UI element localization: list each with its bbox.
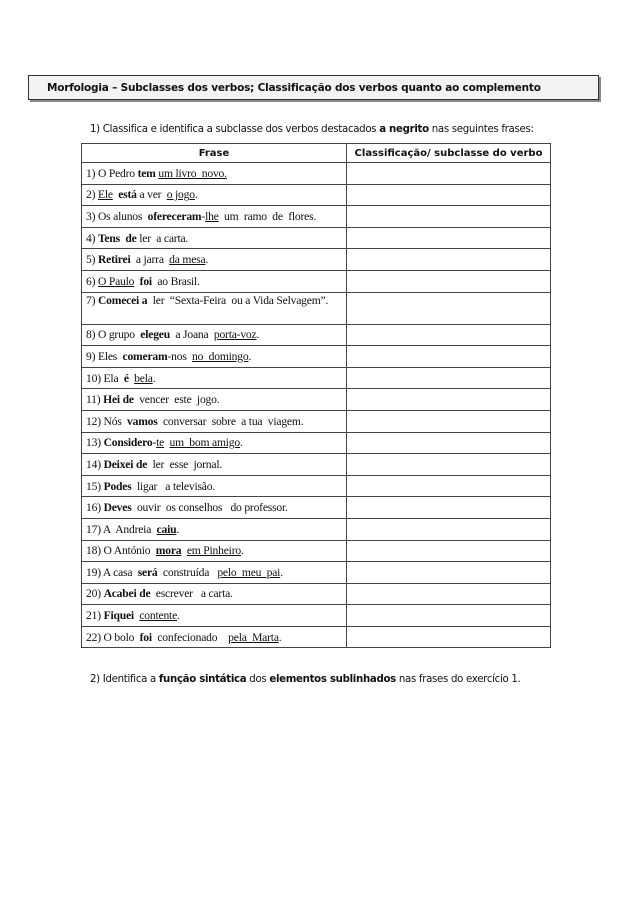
table-row	[82, 518, 551, 540]
table-row	[82, 163, 551, 185]
sentence-text: confecionado	[151, 630, 229, 644]
header-frase: Frase	[82, 144, 347, 163]
classification-answer-cell[interactable]	[347, 346, 551, 368]
classification-answer-cell[interactable]	[347, 454, 551, 476]
table-row	[82, 454, 551, 476]
sentence-text: 1) O Pedro	[86, 166, 138, 180]
sentence-text: construída	[157, 565, 218, 579]
sentence-text: conversar sobre a tua viagem.	[157, 414, 304, 428]
highlighted-verb: Retirei	[97, 253, 131, 267]
sentence-cell	[82, 270, 347, 292]
highlighted-verb: Fiquei	[103, 609, 134, 623]
table-row	[82, 432, 551, 454]
underlined-element: lhe	[205, 209, 219, 223]
sentence-text: 4)	[86, 231, 98, 245]
sentence-text: a ver	[136, 188, 167, 202]
sentence-cell	[82, 540, 347, 562]
highlighted-verb: será	[137, 565, 158, 579]
sentence-text: 22) O bolo	[86, 630, 140, 644]
underlined-element: contente	[139, 609, 178, 623]
underlined-element: no domingo	[192, 349, 249, 363]
sentence-text: ler “Sexta-Feira ou a Vida Selvagem”.	[147, 293, 329, 307]
table-row	[82, 206, 551, 228]
table-row	[82, 292, 551, 324]
sentence-text: .	[177, 609, 180, 623]
table-row	[82, 389, 551, 411]
sentence-cell	[82, 410, 347, 432]
highlighted-verb: Podes	[103, 479, 132, 493]
exercise-2-prompt	[90, 674, 521, 685]
sentence-text: 5)	[86, 253, 98, 267]
sentence-text: 16)	[86, 501, 104, 515]
highlighted-verb: Tens de	[97, 231, 137, 245]
exercise-1-text-a: 1) Classifica e identifica a subclasse dos verbos destacados	[90, 124, 380, 135]
sentence-text: 18) O António	[86, 544, 156, 558]
sentence-cell	[82, 206, 347, 228]
exercise-1-text-bold: a negrito	[379, 124, 429, 135]
highlighted-verb: Deves	[103, 501, 132, 515]
classification-answer-cell[interactable]	[347, 249, 551, 271]
verbs-table	[81, 143, 551, 648]
sentence-text: 2)	[86, 188, 98, 202]
table-row	[82, 410, 551, 432]
sentence-cell	[82, 389, 347, 411]
table-header-row	[82, 144, 551, 163]
sentence-text: 3) Os alunos	[86, 209, 148, 223]
classification-answer-cell[interactable]	[347, 270, 551, 292]
sentence-text: .	[278, 630, 282, 644]
sentence-cell	[82, 367, 347, 389]
sentence-text: ligar a televisão.	[131, 479, 216, 493]
exercise-2-bold-a: função sintática	[158, 674, 247, 685]
sentence-text: -	[201, 209, 206, 223]
sentence-text: um ramo de flores.	[218, 209, 317, 223]
highlighted-verb: ofereceram	[147, 209, 202, 223]
classification-answer-cell[interactable]	[347, 432, 551, 454]
sentence-text: vencer este jogo.	[133, 393, 220, 407]
sentence-cell	[82, 292, 347, 324]
classification-answer-cell[interactable]	[347, 206, 551, 228]
sentence-cell	[82, 346, 347, 368]
exercise-2-text-a: 2) Identifica a	[90, 674, 159, 685]
sentence-text: ao Brasil.	[151, 274, 200, 288]
table-row	[82, 367, 551, 389]
table-row	[82, 270, 551, 292]
highlighted-verb: Considero	[103, 436, 153, 450]
classification-answer-cell[interactable]	[347, 626, 551, 648]
table-row	[82, 562, 551, 584]
sentence-text: .	[256, 328, 260, 342]
table-row	[82, 249, 551, 271]
sentence-text: 19) A casa	[86, 565, 138, 579]
classification-answer-cell[interactable]	[347, 227, 551, 249]
table-row	[82, 324, 551, 346]
highlighted-verb: elegeu	[140, 328, 170, 342]
sentence-cell	[82, 518, 347, 540]
sentence-text: .	[194, 188, 198, 202]
sentence-text: .	[152, 371, 156, 385]
sentence-cell	[82, 163, 347, 185]
sentence-text: ler a carta.	[136, 231, 189, 245]
table-row	[82, 184, 551, 206]
sentence-text: .	[240, 544, 244, 558]
sentence-text: 20)	[86, 587, 104, 601]
worksheet-title-text: Morfologia – Subclasses dos verbos; Classificação dos verbos quanto ao complemento	[47, 81, 541, 94]
highlighted-verb: Hei de	[103, 393, 134, 407]
highlighted-verb: caiu	[156, 522, 177, 536]
underlined-element: da mesa	[169, 253, 206, 267]
underlined-element: porta-voz	[213, 328, 257, 342]
sentence-text: 8) O grupo	[86, 328, 141, 342]
sentence-text: ouvir os conselhos do professor.	[131, 501, 288, 515]
header-classificacao: Classificação/ subclasse do verbo	[347, 144, 551, 163]
sentence-cell	[82, 605, 347, 627]
exercise-2-text-c: nas frases do exercício 1.	[395, 674, 521, 685]
underlined-element: pelo meu pai	[217, 565, 281, 579]
classification-answer-cell[interactable]	[347, 475, 551, 497]
sentence-cell	[82, 626, 347, 648]
classification-answer-cell[interactable]	[347, 605, 551, 627]
sentence-text: 14)	[86, 457, 104, 471]
classification-answer-cell[interactable]	[347, 497, 551, 519]
table-row	[82, 605, 551, 627]
exercise-1-text-b: nas seguintes frases:	[428, 124, 534, 135]
worksheet-title	[28, 75, 599, 100]
classification-answer-cell[interactable]	[347, 367, 551, 389]
highlighted-verb: tem	[137, 166, 156, 180]
sentence-text: .	[205, 253, 209, 267]
underlined-element: pela Marta	[228, 630, 279, 644]
exercise-1-prompt	[90, 124, 534, 135]
sentence-text: .	[280, 565, 283, 579]
sentence-text: 17) A Andreia	[86, 522, 157, 536]
highlighted-verb: Deixei de	[103, 457, 148, 471]
sentence-text: 9) Eles	[86, 349, 123, 363]
classification-answer-cell[interactable]	[347, 410, 551, 432]
classification-answer-cell[interactable]	[347, 389, 551, 411]
table-row	[82, 583, 551, 605]
sentence-text: 15)	[86, 479, 104, 493]
sentence-text: a Joana	[170, 328, 214, 342]
sentence-text: 21)	[86, 609, 104, 623]
sentence-text: a jarra	[130, 253, 170, 267]
underlined-element: Ele	[97, 188, 113, 202]
sentence-cell	[82, 184, 347, 206]
table-row	[82, 540, 551, 562]
highlighted-verb: vamos	[127, 414, 158, 428]
sentence-text: -nos	[167, 349, 193, 363]
sentence-text: .	[176, 522, 180, 536]
sentence-cell	[82, 562, 347, 584]
sentence-cell	[82, 432, 347, 454]
table-row	[82, 475, 551, 497]
sentence-text: 6)	[86, 274, 98, 288]
highlighted-verb: foi	[139, 274, 152, 288]
underlined-element: um livro novo.	[158, 166, 227, 180]
highlighted-verb: foi	[139, 630, 152, 644]
sentence-text: 11)	[86, 393, 104, 407]
underlined-element: O Paulo	[97, 274, 135, 288]
table-body	[82, 163, 551, 648]
classification-answer-cell[interactable]	[347, 540, 551, 562]
sentence-text: ler esse jornal.	[147, 457, 223, 471]
sentence-cell	[82, 583, 347, 605]
exercise-2-bold-b: elementos sublinhados	[269, 674, 396, 685]
underlined-element: o jogo	[166, 188, 195, 202]
underlined-element: bela	[134, 371, 153, 385]
sentence-text: .	[248, 349, 252, 363]
sentence-text: 12) Nós	[86, 414, 128, 428]
highlighted-verb: comeram	[122, 349, 168, 363]
sentence-cell	[82, 475, 347, 497]
sentence-text: 10) Ela	[86, 371, 124, 385]
sentence-text: 13)	[86, 436, 104, 450]
classification-answer-cell[interactable]	[347, 324, 551, 346]
classification-answer-cell[interactable]	[347, 518, 551, 540]
sentence-cell	[82, 454, 347, 476]
classification-answer-cell[interactable]	[347, 562, 551, 584]
highlighted-verb: mora	[155, 544, 182, 558]
sentence-cell	[82, 249, 347, 271]
underlined-element: em Pinheiro	[186, 544, 241, 558]
exercise-2-text-b: dos	[246, 674, 270, 685]
table-row	[82, 346, 551, 368]
classification-answer-cell[interactable]	[347, 292, 551, 324]
sentence-text: 7)	[86, 293, 98, 307]
classification-answer-cell[interactable]	[347, 583, 551, 605]
sentence-cell	[82, 227, 347, 249]
sentence-cell	[82, 324, 347, 346]
sentence-text: -	[152, 436, 157, 450]
underlined-element: te	[156, 436, 165, 450]
sentence-text: .	[240, 436, 243, 450]
classification-answer-cell[interactable]	[347, 163, 551, 185]
highlighted-verb: é	[123, 371, 129, 385]
underlined-element: um bom amigo	[169, 436, 241, 450]
highlighted-verb: está	[118, 188, 137, 202]
table-row	[82, 497, 551, 519]
highlighted-verb: Comecei a	[97, 293, 148, 307]
classification-answer-cell[interactable]	[347, 184, 551, 206]
sentence-text: escrever a carta.	[150, 587, 233, 601]
sentence-cell	[82, 497, 347, 519]
highlighted-verb: Acabei de	[103, 587, 151, 601]
table-row	[82, 227, 551, 249]
table-row	[82, 626, 551, 648]
